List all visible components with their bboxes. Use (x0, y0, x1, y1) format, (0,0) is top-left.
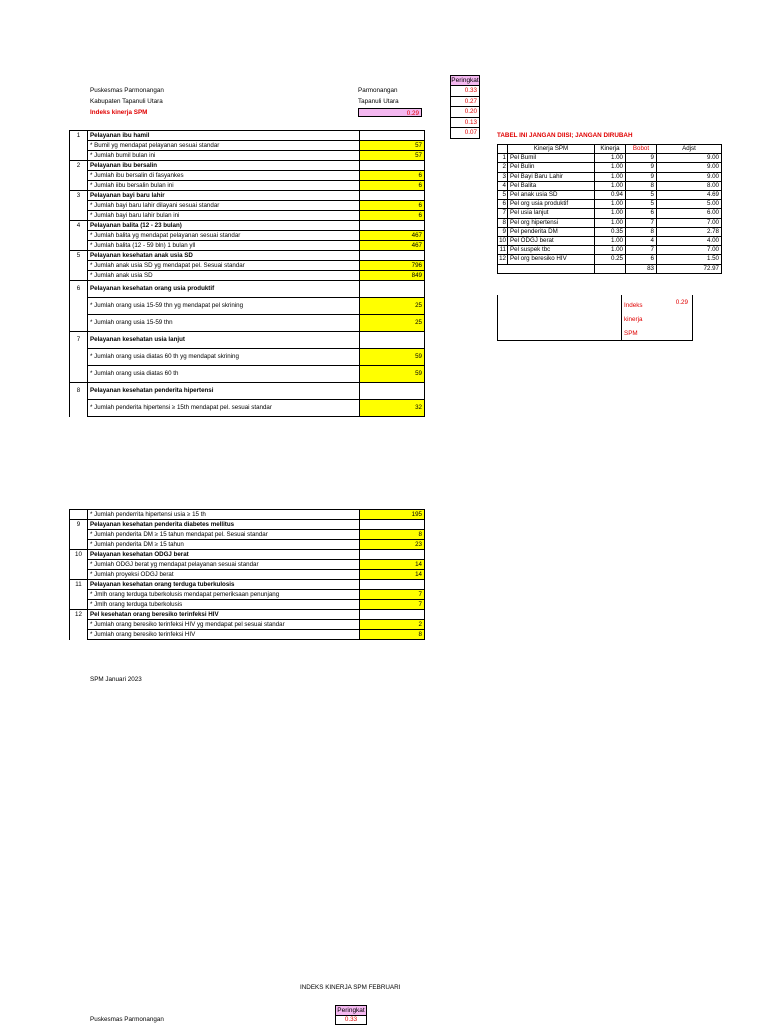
indicator-label: * Jumlah penderita DM ≥ 15 tahun mendapat pel. Sesuai standar (88, 530, 360, 540)
kin-total-bobot: 83 (626, 264, 657, 273)
section-header-row (70, 332, 425, 349)
section-value-blank (360, 281, 425, 298)
section-title: Pelayanan kesehatan penderita diabetes mellitus (88, 520, 360, 530)
indicator-label: * Jumlah bumil bulan ini (88, 151, 360, 161)
kinerja-header-row (498, 145, 722, 154)
kin-kinerja: 0.94 (595, 191, 626, 200)
kinerja-row (498, 237, 722, 246)
kin-col-bobot: Bobot (626, 145, 657, 154)
indicator-label: * Jumlah orang beresiko terinfeksi HIV (88, 630, 360, 640)
kin-bobot: 5 (626, 200, 657, 209)
indicator-row (70, 315, 425, 332)
indeks-footer-label: Indeks kinerja SPM (624, 302, 643, 337)
puskesmas-name: Puskesmas Parmonangan (90, 87, 164, 94)
section-title: Pelayanan kesehatan ODGJ berat (88, 550, 360, 560)
indicator-row (70, 560, 425, 570)
indicator-label: * Jumlah orang usia 15-59 thn yg mendapat pel skrining (88, 298, 360, 315)
indicator-label: * Jumlah ibu bersalin di fasyankes (88, 171, 360, 181)
indicator-label: * Jumlah balita yg mendapat pelayanan sesuai standar (88, 231, 360, 241)
indicator-value[interactable]: 32 (360, 400, 425, 417)
indicator-row (70, 141, 425, 151)
kin-no: 11 (498, 246, 508, 255)
section-number-cell (70, 181, 88, 191)
indicator-row (70, 298, 425, 315)
kinerja-row (498, 191, 722, 200)
kin-kinerja: 0.35 (595, 227, 626, 236)
indicator-value[interactable]: 2 (360, 620, 425, 630)
kin-adjst: 8.00 (657, 181, 722, 190)
section-value-blank (360, 580, 425, 590)
kin-name: Pel org usia produktif (508, 200, 595, 209)
kin-name: Pel penderita DM (508, 227, 595, 236)
section-title: Pelayanan balita (12 - 23 bulan) (88, 221, 360, 231)
kin-adjst: 2.78 (657, 227, 722, 236)
kin-bobot: 4 (626, 237, 657, 246)
section-header-row (70, 281, 425, 298)
indicator-label: * Jumlah penderita hipertensi ≥ 15th mendapat pel. sesuai standar (88, 400, 360, 417)
indicator-row (70, 349, 425, 366)
section-number: 2 (70, 161, 88, 171)
kin-no: 3 (498, 172, 508, 181)
indicator-value[interactable]: 6 (360, 201, 425, 211)
indicator-row (70, 590, 425, 600)
section-title: Pelayanan bayi baru lahir (88, 191, 360, 201)
kin-adjst: 1.50 (657, 255, 722, 264)
indicator-row (70, 201, 425, 211)
kin-no: 9 (498, 227, 508, 236)
indicator-value[interactable]: 467 (360, 241, 425, 251)
indicator-row (70, 600, 425, 610)
indicator-row (70, 570, 425, 580)
kin-adjst: 6.00 (657, 209, 722, 218)
section-number-cell (70, 510, 88, 520)
kin-bobot: 7 (626, 246, 657, 255)
indicator-value[interactable]: 6 (360, 211, 425, 221)
indicator-label: * Jumlah orang usia diatas 60 th yg mendapat skrining (88, 349, 360, 366)
indicator-value[interactable]: 57 (360, 141, 425, 151)
section-number-cell (70, 141, 88, 151)
footer-note: SPM Januari 2023 (90, 676, 142, 683)
indicator-label: * Jumlah penderita DM ≥ 15 tahun (88, 540, 360, 550)
section-value-blank (360, 520, 425, 530)
indicator-value[interactable]: 849 (360, 271, 425, 281)
kin-bobot: 6 (626, 209, 657, 218)
section-value-blank (360, 251, 425, 261)
kin-kinerja: 1.00 (595, 163, 626, 172)
section-value-blank (360, 221, 425, 231)
indicator-value[interactable]: 796 (360, 261, 425, 271)
kin-name: Pel Bulin (508, 163, 595, 172)
kinerja-row (498, 246, 722, 255)
indicator-label: * Jumlah bayi baru lahir dilayani sesuai standar (88, 201, 360, 211)
section-value-blank (360, 191, 425, 201)
kin-kinerja: 1.00 (595, 237, 626, 246)
section-number-cell (70, 560, 88, 570)
kin-bobot: 6 (626, 255, 657, 264)
indicator-row (70, 151, 425, 161)
section-title: Pelayanan kesehatan orang terduga tuberkulosis (88, 580, 360, 590)
section-number-cell (70, 540, 88, 550)
kabupaten-name: Kabupaten Tapanuli Utara (90, 98, 163, 105)
kin-kinerja: 1.00 (595, 154, 626, 163)
kin-col-adjst: Adjst (657, 145, 722, 154)
kin-bobot: 7 (626, 218, 657, 227)
indicator-label: * Jumlah proyeksi ODGJ berat (88, 570, 360, 580)
next-page-title: INDEKS KINERJA SPM FEBRUARI (300, 984, 401, 991)
kin-bobot: 5 (626, 191, 657, 200)
peringkat-value: 0.07 (450, 128, 480, 139)
indicator-row (70, 540, 425, 550)
kinerja-total-row (498, 264, 722, 273)
section-header-row (70, 161, 425, 171)
kin-no: 1 (498, 154, 508, 163)
peringkat-header: Peringkat (451, 77, 479, 84)
indicator-label: * Jumlah orang beresiko terinfeksi HIV yg mendapat pel sesuai standar (88, 620, 360, 630)
indicator-row (70, 510, 425, 520)
kin-name: Pel anak usia SD (508, 191, 595, 200)
section-title: Pelayanan ibu bersalin (88, 161, 360, 171)
indicator-value[interactable]: 23 (360, 540, 425, 550)
section-value-blank (360, 131, 425, 141)
section-value-blank (360, 610, 425, 620)
section-number-cell (70, 151, 88, 161)
section-number-cell (70, 261, 88, 271)
section-title: Pelayanan kesehatan orang usia produktif (88, 281, 360, 298)
kinerja-row (498, 227, 722, 236)
kin-col-kinerja: Kinerja (595, 145, 626, 154)
section-number-cell (70, 366, 88, 383)
indicator-table-top (69, 130, 425, 417)
kin-name: Pel usia lanjut (508, 209, 595, 218)
indicator-row (70, 630, 425, 640)
kinerja-row (498, 181, 722, 190)
section-header-row (70, 610, 425, 620)
warning-text: TABEL INI JANGAN DIISI; JANGAN DIRUBAH (497, 132, 633, 139)
section-header-row (70, 131, 425, 141)
kin-no: 8 (498, 218, 508, 227)
indicator-value[interactable]: 8 (360, 630, 425, 640)
next-peringkat-header: Peringkat (335, 1005, 367, 1016)
kin-bobot: 9 (626, 172, 657, 181)
indicator-label: * Jumlah ODGJ berat yg mendapat pelayanan sesuai standar (88, 560, 360, 570)
section-number: 6 (70, 281, 88, 298)
kinerja-row (498, 218, 722, 227)
section-header-row (70, 251, 425, 261)
puskesmas-short: Parmonangan (358, 87, 398, 94)
indicator-value[interactable]: 8 (360, 530, 425, 540)
section-header-row (70, 221, 425, 231)
peringkat-box (450, 75, 480, 139)
kin-adjst: 4.69 (657, 191, 722, 200)
section-number-cell (70, 590, 88, 600)
indicator-label: * Jumlah balita (12 - 59 bln) 1 bulan yll (88, 241, 360, 251)
kin-name: Pel ODGJ berat (508, 237, 595, 246)
section-number: 7 (70, 332, 88, 349)
peringkat-value: 0.20 (450, 107, 480, 118)
next-puskesmas-name: Puskesmas Parmonangan (90, 1016, 164, 1023)
kinerja-row (498, 200, 722, 209)
kin-name: Pel org beresiko HIV (508, 255, 595, 264)
indicator-value[interactable]: 57 (360, 151, 425, 161)
section-number-cell (70, 349, 88, 366)
kin-no: 6 (498, 200, 508, 209)
kin-col-no (498, 145, 508, 154)
next-peringkat-value: 0.33 (335, 1015, 367, 1025)
kin-name: Pel Bayi Baru Lahir (508, 172, 595, 181)
indicator-value[interactable]: 59 (360, 349, 425, 366)
kin-total-adjst: 72.97 (657, 264, 722, 273)
peringkat-value: 0.33 (450, 86, 480, 97)
kin-adjst: 9.00 (657, 154, 722, 163)
section-number: 11 (70, 580, 88, 590)
indicator-row (70, 181, 425, 191)
section-number: 8 (70, 383, 88, 400)
kinerja-row (498, 255, 722, 264)
section-number-cell (70, 630, 88, 640)
section-title: Pelayanan kesehatan anak usia SD (88, 251, 360, 261)
kin-bobot: 8 (626, 227, 657, 236)
indicator-value[interactable]: 25 (360, 298, 425, 315)
section-number: 4 (70, 221, 88, 231)
indicator-value[interactable]: 195 (360, 510, 425, 520)
indicator-label: * Jumlah orang usia 15-59 thn (88, 315, 360, 332)
indicator-label: * Jumlah iibu bersalin bulan ini (88, 181, 360, 191)
peringkat-value: 0.13 (450, 118, 480, 129)
kin-kinerja: 1.00 (595, 172, 626, 181)
section-number-cell (70, 400, 88, 417)
indicator-row (70, 261, 425, 271)
indicator-value[interactable]: 7 (360, 590, 425, 600)
section-value-blank (360, 332, 425, 349)
section-number: 9 (70, 520, 88, 530)
kin-kinerja: 1.00 (595, 218, 626, 227)
section-number-cell (70, 570, 88, 580)
indicator-value[interactable]: 25 (360, 315, 425, 332)
section-number-cell (70, 315, 88, 332)
section-header-row (70, 383, 425, 400)
kin-no: 5 (498, 191, 508, 200)
section-value-blank (360, 550, 425, 560)
indicator-value[interactable]: 467 (360, 231, 425, 241)
indeks-value-box: 0.29 (358, 108, 422, 117)
indicator-row (70, 530, 425, 540)
kinerja-row (498, 154, 722, 163)
indicator-row (70, 620, 425, 630)
kin-name: Pel Balita (508, 181, 595, 190)
kin-bobot: 8 (626, 181, 657, 190)
kin-no: 10 (499, 237, 506, 245)
kinerja-row (498, 209, 722, 218)
kin-no: 7 (498, 209, 508, 218)
section-number: 1 (70, 131, 88, 141)
indicator-row (70, 231, 425, 241)
indeks-footer-box (497, 295, 693, 341)
kinerja-spm-table (497, 144, 722, 274)
indicator-row (70, 171, 425, 181)
indicator-label: * Jumlah orang usia diatas 60 th (88, 366, 360, 383)
section-number: 12 (70, 610, 88, 620)
section-title: Pelayanan ibu hamil (88, 131, 360, 141)
kin-no: 4 (498, 181, 508, 190)
section-title: Pelayanan kesehatan penderita hipertensi (88, 383, 360, 400)
indicator-label: * Jmlh orang terduga tuberkolusis (88, 600, 360, 610)
indicator-label: * Jumlah bayi baru lahir bulan ini (88, 211, 360, 221)
indeks-footer-value: 0.29 (675, 299, 688, 306)
section-number-cell (70, 298, 88, 315)
kin-no: 2 (498, 163, 508, 172)
kin-total-blank (595, 264, 626, 273)
section-number: 3 (70, 191, 88, 201)
section-title: Pel kesehatan orang beresiko terinfeksi HIV (88, 610, 360, 620)
kin-total-blank (498, 264, 508, 273)
section-number-cell (70, 620, 88, 630)
kin-kinerja: 0.25 (595, 255, 626, 264)
kin-bobot: 9 (626, 163, 657, 172)
indicator-value[interactable]: 7 (360, 600, 425, 610)
section-number-cell (70, 241, 88, 251)
kin-adjst: 4.00 (657, 237, 722, 246)
indicator-label: * Jmlh orang terduga tuberkolusis mendapat pemeriksaan penunjang (88, 590, 360, 600)
kin-adjst: 9.00 (657, 172, 722, 181)
indicator-label: * Jumlah anak usia SD yg mendapat pel. Sesuai standar (88, 261, 360, 271)
indicator-value[interactable]: 6 (360, 171, 425, 181)
kin-kinerja: 1.00 (595, 246, 626, 255)
indicator-table-bottom (69, 509, 425, 640)
indicator-row (70, 400, 425, 417)
indicator-value[interactable]: 14 (360, 570, 425, 580)
indicator-value[interactable]: 59 (360, 366, 425, 383)
indicator-label: * Jumlah anak usia SD (88, 271, 360, 281)
peringkat-value: 0.27 (450, 97, 480, 108)
section-header-row (70, 520, 425, 530)
kin-name: Pel org hipertensi (508, 218, 595, 227)
kinerja-row (498, 163, 722, 172)
kin-adjst: 7.00 (657, 218, 722, 227)
section-title: Pelayanan kesehatan usia lanjut (88, 332, 360, 349)
section-number-cell (70, 600, 88, 610)
indicator-label: * Bumil yg mendapat pelayanan sesuai standar (88, 141, 360, 151)
section-value-blank (360, 161, 425, 171)
section-number-cell (70, 530, 88, 540)
kin-no: 12 (499, 255, 506, 263)
section-number: 10 (70, 550, 88, 560)
kin-kinerja: 1.00 (595, 200, 626, 209)
kin-bobot: 9 (626, 154, 657, 163)
kin-adjst: 9.00 (657, 163, 722, 172)
section-header-row (70, 580, 425, 590)
indicator-row (70, 271, 425, 281)
indicator-value[interactable]: 14 (360, 560, 425, 570)
section-number-cell (70, 171, 88, 181)
section-value-blank (360, 383, 425, 400)
kin-name: Pel Bumil (508, 154, 595, 163)
kin-name: Pel suspek tbc (508, 246, 595, 255)
kinerja-row (498, 172, 722, 181)
kin-adjst: 7.00 (657, 246, 722, 255)
section-number-cell (70, 231, 88, 241)
kin-kinerja: 1.00 (595, 181, 626, 190)
section-header-row (70, 550, 425, 560)
indicator-value[interactable]: 6 (360, 181, 425, 191)
kin-kinerja: 1.00 (595, 209, 626, 218)
kabupaten-short: Tapanuli Utara (358, 98, 399, 105)
section-number-cell (70, 211, 88, 221)
section-number-cell (70, 201, 88, 211)
section-number-cell (70, 271, 88, 281)
section-header-row (70, 191, 425, 201)
indicator-row (70, 241, 425, 251)
kin-adjst: 5.00 (657, 200, 722, 209)
kin-total-blank (508, 264, 595, 273)
indicator-row (70, 366, 425, 383)
kin-col-name: Kinerja SPM (508, 145, 595, 154)
indeks-label: Indeks kinerja SPM (90, 109, 148, 116)
indicator-row (70, 211, 425, 221)
indicator-label: * Jumlah penderrita hipertensi usia ≥ 15 th (88, 510, 360, 520)
section-number: 5 (70, 251, 88, 261)
